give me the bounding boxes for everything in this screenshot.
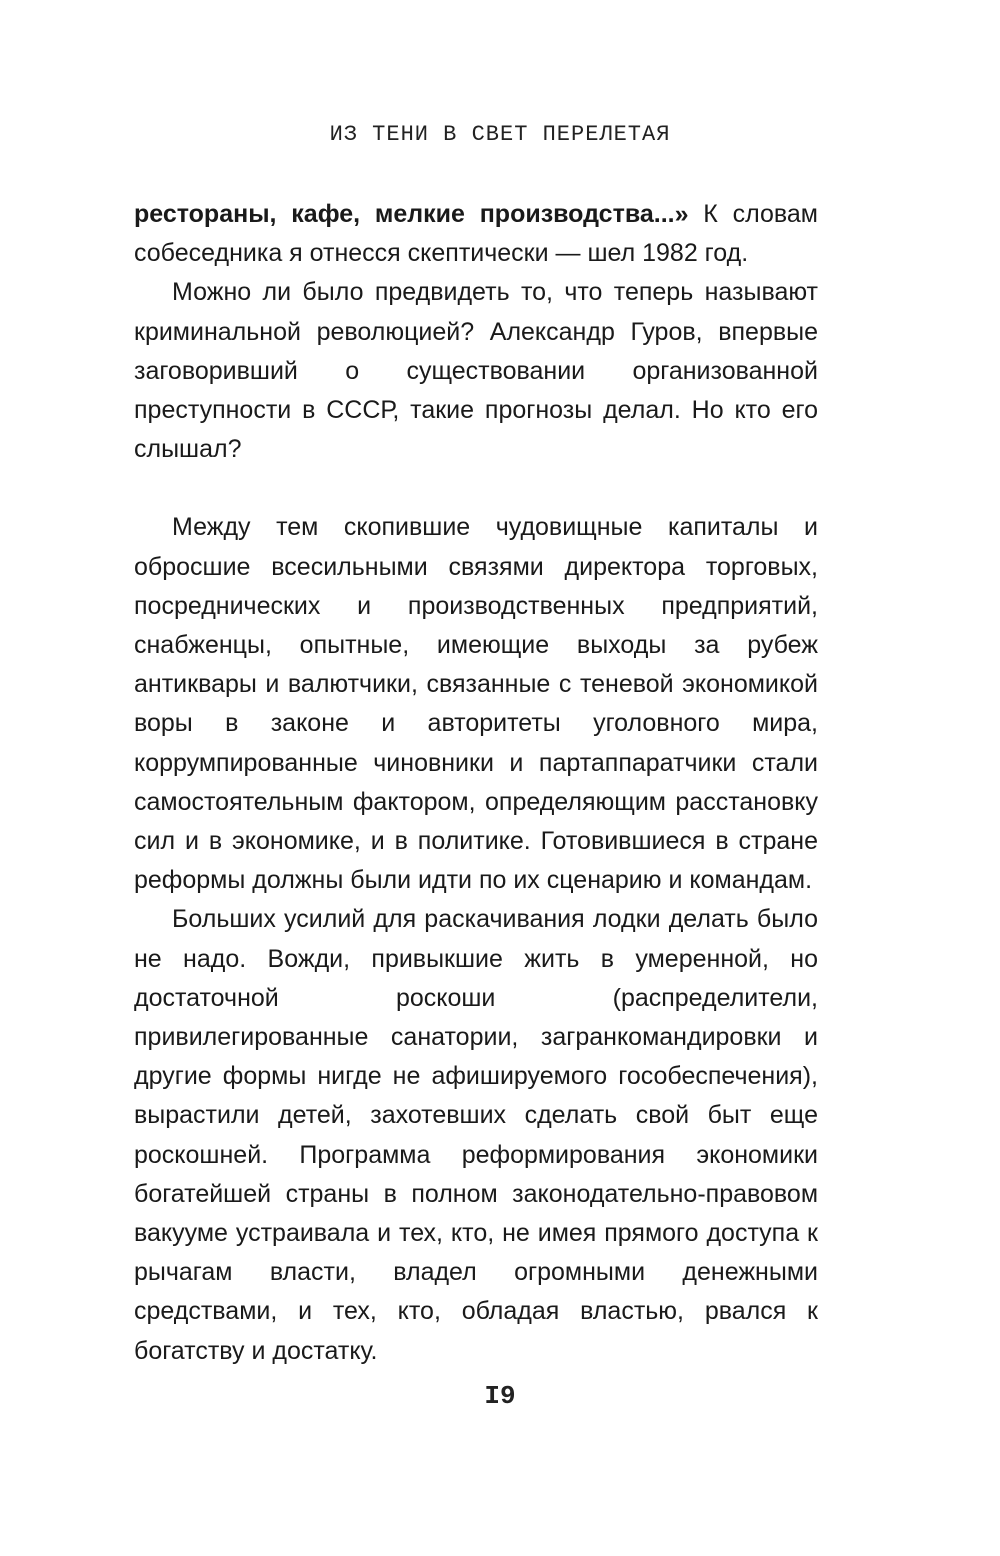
body-text (134, 195, 818, 1371)
paragraph-1-bold-lead: рестораны, кафе, мелкие производства...» (134, 200, 689, 228)
paragraph-1 (134, 195, 818, 273)
paragraph-1-text: К словам собеседника я отнесся скептически — шел 1982 год. (134, 200, 818, 268)
paragraph-4: Больших усилий для раскачивания лодки делать было не надо. Вожди, привыкшие жить в умеренной, но достаточной роскоши (распределители, привилегированные санатории, загранкомандировки и другие формы нигде не афишируемого гособеспечения), вырастили детей, захотевших сделать свой быт еще роскошней. Программа реформирования экономики богатейшей страны в полном законодательно-правовом вакууме устраивала и тех, кто, не имея прямого доступа к рычагам власти, владел огромными денежными средствами, и тех, кто, обладая властью, рвался к богатству и достатку. (134, 905, 818, 1365)
page-number: I9 (484, 1381, 516, 1411)
paragraph-gap (134, 469, 818, 508)
paragraph-3: Между тем скопившие чудовищные капиталы и обросшие всесильными связями директора торговых, посреднических и производственных предприятий, снабженцы, опытные, имеющие выходы за рубеж антиквары и валютчики, связанные с теневой экономикой воры в законе и авторитеты уголовного мира, коррумпированные чиновники и партаппаратчики стали самостоятельным фактором, определяющим расстановку сил и в экономике, и в политике. Готовившиеся в стране реформы должны были идти по их сценарию и командам. (134, 513, 818, 895)
paragraph-2: Можно ли было предвидеть то, что теперь называют криминальной революцией? Александр Гуров, впервые заговоривший о существовании организованной преступности в СССР, такие прогнозы делал. Но кто его слышал? (134, 278, 818, 464)
running-head: ИЗ ТЕНИ В СВЕТ ПЕРЕЛЕТАЯ (329, 122, 671, 147)
